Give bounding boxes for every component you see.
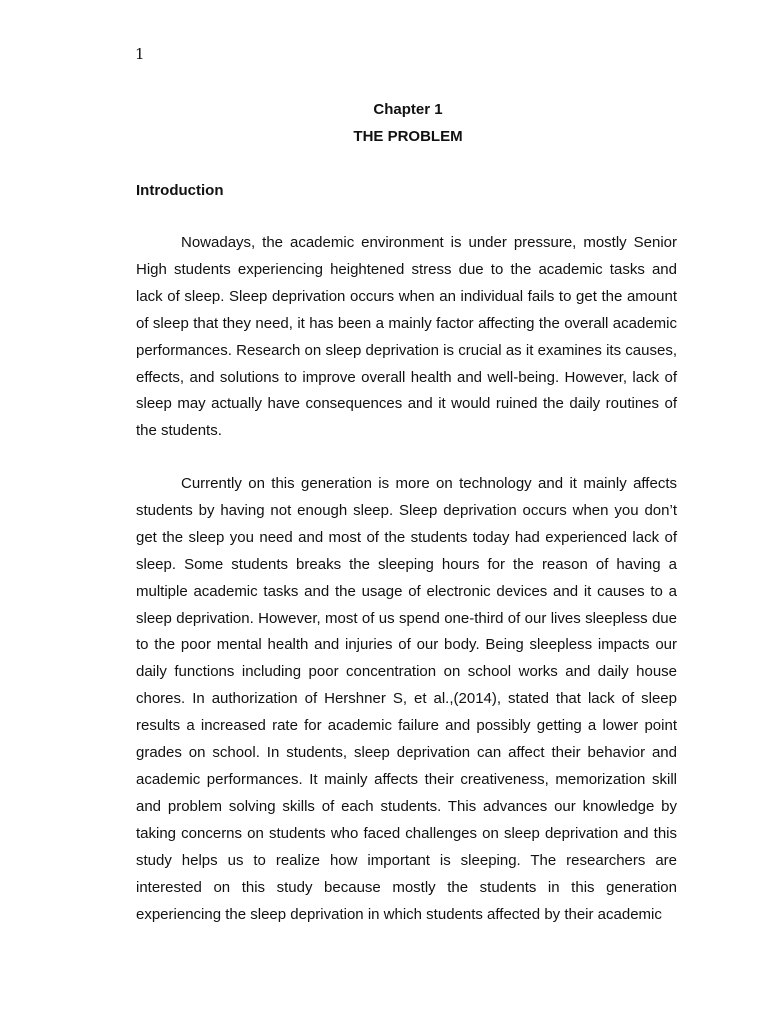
paragraph-2: Currently on this generation is more on technology and it mainly affects students by having not enough sleep. Sleep deprivation occurs when you don’t get the sleep you need and most of the students today had experienced lack of sleep. Some students breaks the sleeping hours for the reason of having a multiple academic tasks and the usage of electronic devices and it causes to a sleep deprivation. However, most of us spend one-third of our lives sleepless due to the poor mental health and injuries of our body. Being sleepless impacts our daily functions including poor concentration on school works and daily house chores. In authorization of Hershner S, et al.,(2014), stated that lack of sleep results a increased rate for academic failure and possibly getting a lower point grades on school. In students, sleep deprivation can affect their behavior and academic performances. It mainly affects their creativeness, memorization skill and problem solving skills of each students. This advances our knowledge by taking concerns on students who faced challenges on sleep deprivation and this study helps us to realize how important is sleeping. The researchers are interested on this study because mostly the students in this generation experiencing the sleep deprivation in which students affected by their academic (136, 475, 677, 923)
page-number: 1 (135, 45, 145, 63)
paragraph-1: Nowadays, the academic environment is under pressure, mostly Senior High students experiencing heightened stress due to the academic tasks and lack of sleep. Sleep deprivation occurs when an individual fails to get the amount of sleep that they need, it has been a mainly factor affecting the overall academic performances. Research on sleep deprivation is crucial as it examines its causes, effects, and solutions to improve overall health and well-being. However, lack of sleep may actually have consequences and it would ruined the daily routines of the students. (136, 234, 677, 440)
chapter-title: THE PROBLEM (353, 128, 463, 145)
section-heading: Introduction (136, 182, 224, 199)
chapter-heading: Chapter 1 (373, 101, 443, 118)
